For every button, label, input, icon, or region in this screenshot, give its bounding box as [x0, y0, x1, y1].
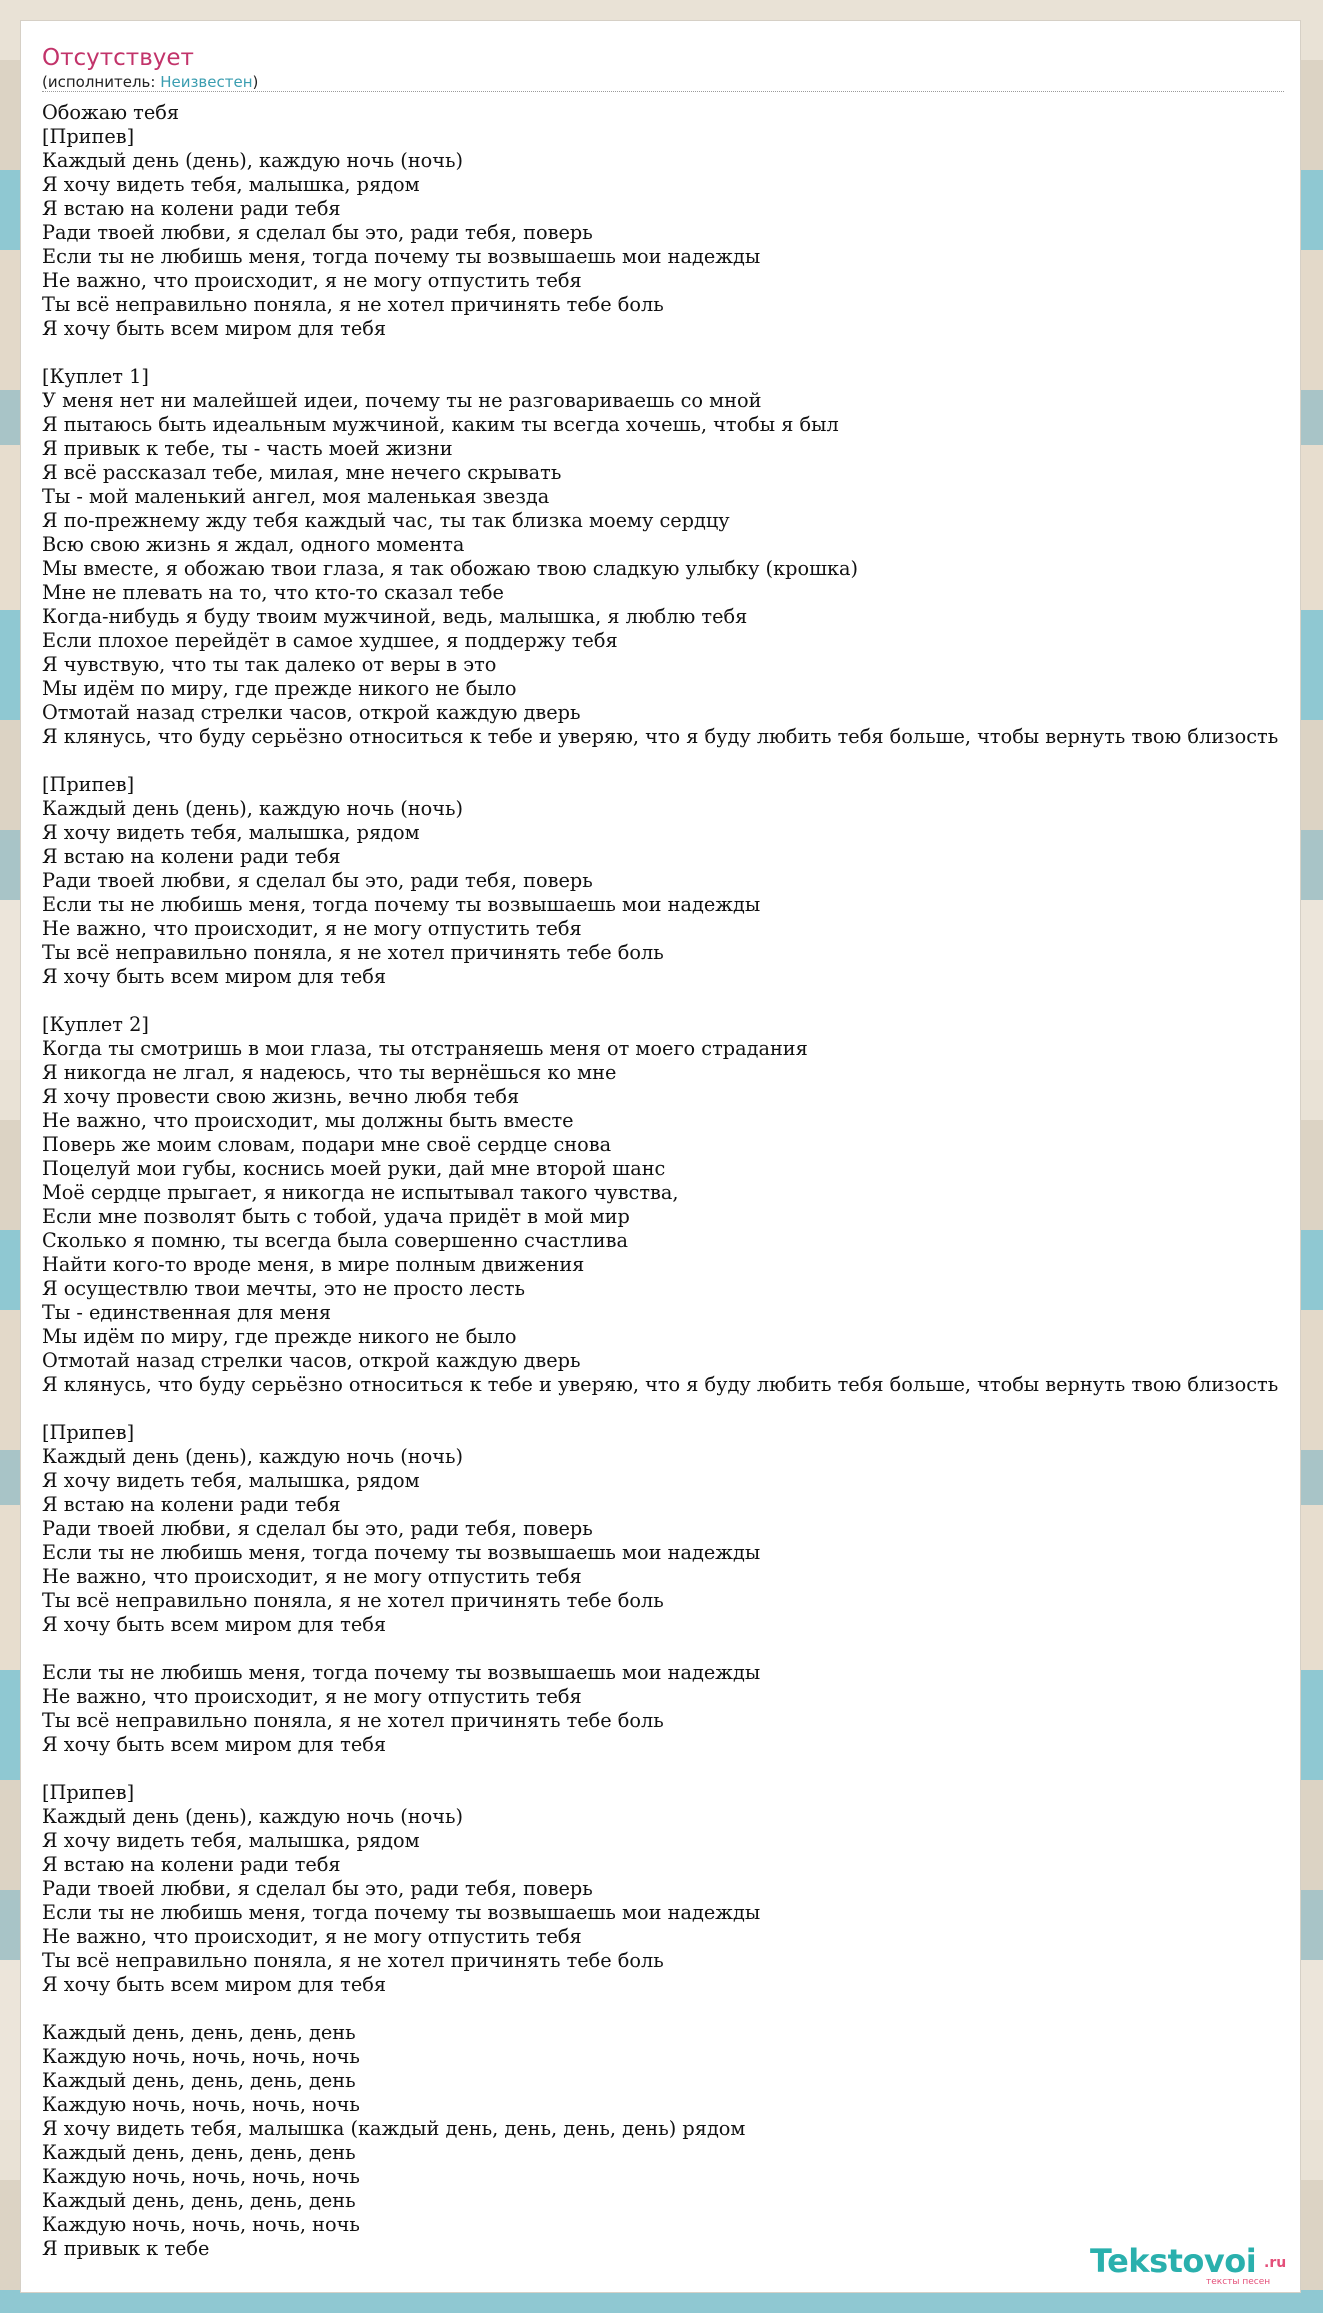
logo-wordmark: Tekstovoi	[1090, 2242, 1257, 2280]
performer-prefix: (исполнитель:	[42, 73, 161, 91]
lyrics-text: Обожаю тебя [Припев] Каждый день (день), каждую ночь (ночь) Я хочу видеть тебя, малышка, рядом Я встаю на колени ради тебя Ради твоей любви, я сделал бы это, ради тебя, поверь Если ты не любишь меня, тогда почему ты возвышаешь мои надежды Не важно, что происходит, я не могу отпустить тебя Ты всё неправильно поняла, я не хотел причинять тебе боль Я хочу быть всем миром для тебя [Куплет 1] У меня нет ни малейшей идеи, почему ты не разговариваешь со мной Я пытаюсь быть идеальным мужчиной, каким ты всегда хочешь, чтобы я был Я привык к тебе, ты - часть моей жизни Я всё рассказал тебе, милая, мне нечего скрывать Ты - мой маленький ангел, моя маленькая звезда Я по-прежнему жду тебя каждый час, ты так близка моему сердцу Всю свою жизнь я ждал, одного момента Мы вместе, я обожаю твои глаза, я так обожаю твою сладкую улыбку (крошка) Мне не плевать на то, что кто-то сказал тебе Когда-нибудь я буду твоим мужчиной, ведь, малышка, я люблю тебя Если плохое перейдёт в самое худшее, я поддержу тебя Я чувствую, что ты так далеко от веры в это Мы идём по миру, где прежде никого не было Отмотай назад стрелки часов, открой каждую дверь Я клянусь, что буду серьёзно относиться к тебе и уверяю, что я буду любить тебя больше, чтобы вернуть твою близость [Припев] Каждый день (день), каждую ночь (ночь) Я хочу видеть тебя, малышка, рядом Я встаю на колени ради тебя Ради твоей любви, я сделал бы это, ради тебя, поверь Если ты не любишь меня, тогда почему ты возвышаешь мои надежды Не важно, что происходит, я не могу отпустить тебя Ты всё неправильно поняла, я не хотел причинять тебе боль Я хочу быть всем миром для тебя [Куплет 2] Когда ты смотришь в мои глаза, ты отстраняешь меня от моего страдания Я никогда не лгал, я надеюсь, что ты вернёшься ко мне Я хочу провести свою жизнь, вечно любя тебя Не важно, что происходит, мы должны быть вместе Поверь же моим словам, подари мне своё сердце снова Поцелуй мои губы, коснись моей руки, дай мне второй шанс Моё сердце прыгает, я никогда не испытывал такого чувства, Если мне позволят быть с тобой, удача придёт в мой мир Сколько я помню, ты всегда была совершенно счастлива Найти кого-то вроде меня, в мире полным движения Я осуществлю твои мечты, это не просто лесть Ты - единственная для меня Мы идём по миру, где прежде никого не было Отмотай назад стрелки часов, открой каждую дверь Я клянусь, что буду серьёзно относиться к тебе и уверяю, что я буду любить тебя больше, чтобы вернуть твою близость [Припев] Каждый день (день), каждую ночь (ночь) Я хочу видеть тебя, малышка, рядом Я встаю на колени ради тебя Ради твоей любви, я сделал бы это, ради тебя, поверь Если ты не любишь меня, тогда почему ты возвышаешь мои надежды Не важно, что происходит, я не могу отпустить тебя Ты всё неправильно поняла, я не хотел причинять тебе боль Я хочу быть всем миром для тебя Если ты не любишь меня, тогда почему ты возвышаешь мои надежды Не важно, что происходит, я не могу отпустить тебя Ты всё неправильно поняла, я не хотел причинять тебе боль Я хочу быть всем миром для тебя [Припев] Каждый день (день), каждую ночь (ночь) Я хочу видеть тебя, малышка, рядом Я встаю на колени ради тебя Ради твоей любви, я сделал бы это, ради тебя, поверь Если ты не любишь меня, тогда почему ты возвышаешь мои надежды Не важно, что происходит, я не могу отпустить тебя Ты всё неправильно поняла, я не хотел причинять тебе боль Я хочу быть всем миром для тебя Каждый день, день, день, день Каждую ночь, ночь, ночь, ночь Каждый день, день, день, день Каждую ночь, ночь, ночь, ночь Я хочу видеть тебя, малышка (каждый день, день, день, день) рядом Каждый день, день, день, день Каждую ночь, ночь, ночь, ночь Каждый день, день, день, день Каждую ночь, ночь, ночь, ночь Я привык к тебе	[42, 101, 1279, 2260]
performer-line	[42, 73, 1284, 91]
song-title: Отсутствует	[42, 45, 194, 71]
lyrics-page	[20, 20, 1301, 2293]
logo-tagline: тексты песен	[1206, 2277, 1271, 2287]
performer-suffix: )	[252, 73, 259, 91]
logo-domain: .ru	[1264, 2255, 1287, 2271]
site-logo[interactable]	[1090, 2242, 1287, 2289]
performer-link[interactable]: Неизвестен	[160, 73, 253, 91]
song-header	[42, 43, 1284, 92]
